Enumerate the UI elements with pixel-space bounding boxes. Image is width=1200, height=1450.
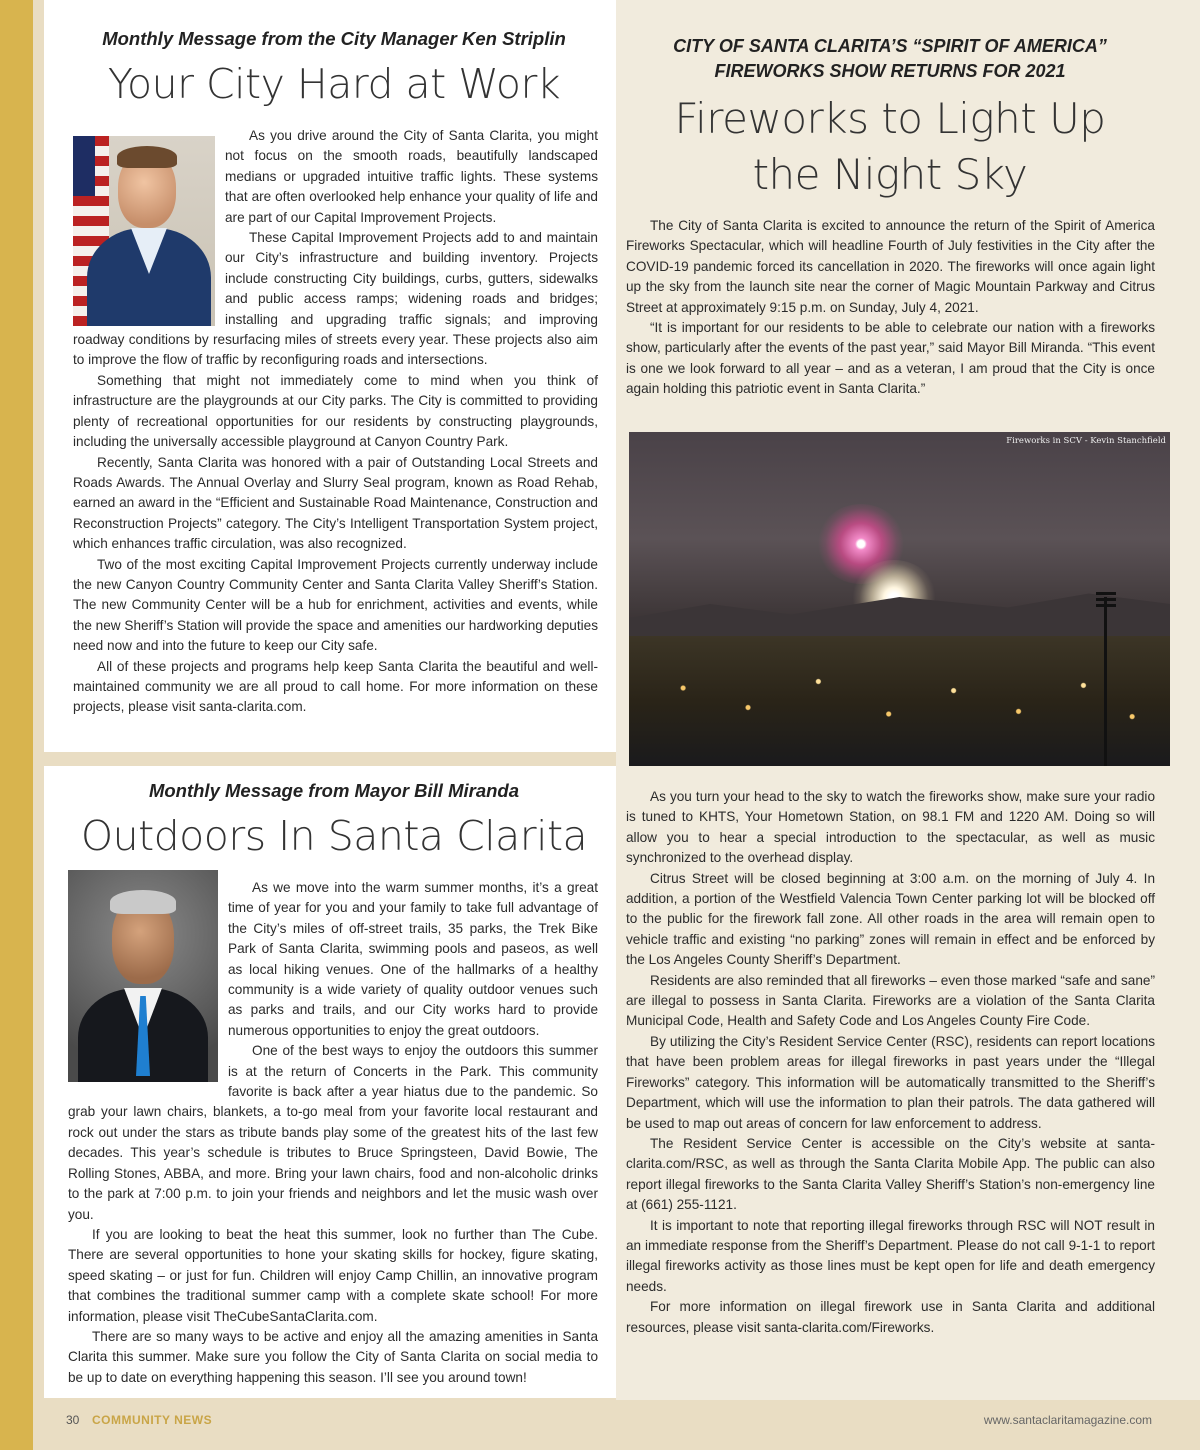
mayor-paragraph: If you are looking to beat the heat this summer, look no further than The Cube. There are several opportunities to hone your skating skills for hockey, figure skating, speed skating – or just for fun. Children will enjoy Camp Chillin, an innovative program that combines the traditional summer camp with a complete skate school! For more information, please visit TheCubeSantaClarita.com. [68,1226,598,1324]
fireworks-article-body [626,787,1155,1338]
mayor-kicker: Monthly Message from Mayor Bill Miranda [148,780,520,801]
manager-portrait [73,136,215,326]
fireworks-photo [629,432,1170,766]
mayor-paragraph: One of the best ways to enjoy the outdoors this summer is at the return of Concerts in the Park. This community favorite is back after a year hiatus due to the pandemic. So grab your lawn chairs, blankets, a to-go meal from your favorite local restaurant and rock out under the stars as tribute bands play some of the greatest hits of the last few decades. This year’s schedule is tributes to Bruce Springsteen, David Bowie, The Rolling Stones, ABBA, and more. Bring your lawn chairs, food and non-alcoholic drinks to the park at 7:00 p.m. to join your friends and neighbors and let the music wash over you. [68,1043,598,1222]
manager-paragraph: Two of the most exciting Capital Improvement Projects currently underway include the new Canyon Country Community Center and Santa Clarita Valley Sheriff’s Station. The new Community Center will be a hub for enrichment, activities and events, while the new Sheriff’s Station will provide the space and amenities our hardworking deputies need now and into the future to keep our City safe. [73,556,598,654]
stadium-light-pole [1104,597,1107,766]
fireworks-paragraph: “It is important for our residents to be able to celebrate our nation with a fireworks show, particularly after the events of the past year,” said Mayor Bill Miranda. “This event is one we look forward to all year – and as a veteran, I am proud that the City is once again holding this patriotic event in Santa Clarita.” [626,320,1155,397]
fireworks-paragraph: The Resident Service Center is accessible on the City’s website at santa-clarita.com/RSC, as well as through the Santa Clarita Mobile App. The public can also report illegal fireworks to the Santa Clarita Valley Sheriff’s Station’s non-emergency line at (661) 255-1121. [626,1135,1155,1213]
manager-paragraph: All of these projects and programs help keep Santa Clarita the beautiful and well-maintained community we are all proud to call home. For more information on these projects, please visit santa-clarita.com. [73,658,598,715]
mayor-article-body [68,878,598,1388]
magazine-url: www.santaclaritamagazine.com [983,1413,1152,1427]
fireworks-paragraph: As you turn your head to the sky to watch the fireworks show, make sure your radio is tuned to KHTS, Your Hometown Station, on 98.1 FM and 1220 AM. Doing so will allow you to hear a special introduction to the spectacular, as well as music synchronized to the overhead display. [626,789,1155,866]
fireworks-headline-line1: Fireworks to Light Up [674,94,1106,143]
fireworks-kicker-line2: FIREWORKS SHOW RETURNS FOR 2021 [714,61,1066,81]
manager-article-body [73,126,598,718]
manager-kicker: Monthly Message from the City Manager Ken Striplin [102,28,566,49]
section-name: COMMUNITY NEWS [92,1413,213,1427]
fireworks-paragraph: Citrus Street will be closed beginning at 3:00 a.m. on the morning of July 4. In addition, a portion of the Westfield Valencia Town Center parking lot will be blocked off to the public for the firework fall zone. All other roads in the area will remain open to vehicle traffic and existing “no parking” zones will remain in effect and be enforced by the Los Angeles County Sheriff’s Department. [626,870,1155,968]
fireworks-paragraph: The City of Santa Clarita is excited to announce the return of the Spirit of America Fireworks Spectacular, which will headline Fourth of July festivities in the City after the COVID-19 pandemic forced its cancellation in 2020. The fireworks will once again light up the sky from the launch site near the corner of Magic Mountain Parkway and Citrus Street at approximately 9:15 p.m. on Sunday, July 4, 2021. [626,218,1155,315]
fireworks-headline-line2: the Night Sky [752,150,1028,199]
city-lights [629,636,1170,766]
manager-paragraph: Recently, Santa Clarita was honored with a pair of Outstanding Local Streets and Roads Awards. The Annual Overlay and Slurry Seal program, known as Road Rehab, earned an award in the “Efficient and Sustainable Road Maintenance, Construction and Reconstruction Projects” category. The City’s Intelligent Transportation System project, which enhances traffic circulation, was also recognized. [73,454,598,552]
mayor-paragraph: As we move into the warm summer months, it’s a great time of year for you and your family to take full advantage of the City’s miles of off-street trails, 35 parks, the Trek Bike Park of Santa Clarita, swimming pools and paseos, as well as local hiking venues. One of the hallmarks of a healthy community is a wide variety of quality outdoor venues such as parks and trails, and our City works hard to provide numerous opportunities to enjoy the great outdoors. [228,880,598,1038]
mayor-portrait [68,870,218,1082]
fireworks-kicker-line1: CITY OF SANTA CLARITA’S “SPIRIT OF AMERICA” [673,36,1107,56]
gold-side-bar [0,0,33,1450]
fireworks-paragraph: For more information on illegal firework use in Santa Clarita and additional resources, please visit santa-clarita.com/Fireworks. [626,1299,1155,1335]
manager-paragraph: As you drive around the City of Santa Clarita, you might not focus on the smooth roads, beautifully landscaped medians or upgraded intuitive traffic lights. These systems that are often overlooked help enhance your quality of life and are part of our Capital Improvement Projects. [225,128,598,225]
manager-paragraph: These Capital Improvement Projects add to and maintain our City’s infrastructure and building inventory. Projects include constructing City buildings, curbs, gutters, sidewalks and public access ramps; widening roads and bridges; installing and upgrading traffic signals; and improving roadway conditions by resurfacing miles of streets every year. These projects also aim to improve the flow of traffic by reconfiguring roads and intersections. [73,230,598,368]
mayor-paragraph: There are so many ways to be active and enjoy all the amazing amenities in Santa Clarita this summer. Make sure you follow the City of Santa Clarita on social media to be up to date on everything happening this season. I’ll see you around town! [68,1328,598,1385]
manager-paragraph: Something that might not immediately come to mind when you think of infrastructure are the playgrounds at our City parks. The City is committed to providing plenty of recreational opportunities for our residents by constructing playgrounds, including the universally accessible playground at Canyon Country Park. [73,372,598,450]
fireworks-paragraph: By utilizing the City’s Resident Service Center (RSC), residents can report locations that have been problem areas for illegal fireworks in past years under the “Illegal Fireworks” category. This information will be automatically transmitted to the Sheriff’s Department, which will use the information to plan their patrols. The data gathered will be used to map out areas of concern for law enforcement to address. [626,1033,1155,1131]
mayor-headline: Outdoors In Santa Clarita [80,812,588,860]
fireworks-paragraph: Residents are also reminded that all fireworks – even those marked “safe and sane” are illegal to possess in Santa Clarita. Fireworks are a violation of the Santa Clarita Municipal Code, Health and Safety Code and Los Angeles County Fire Code. [626,972,1155,1029]
fireworks-intro-body [626,216,1155,400]
page-number: 30 [66,1413,80,1427]
photo-credit: Fireworks in SCV - Kevin Stanchfield [1006,436,1166,446]
manager-headline: Your City Hard at Work [107,60,561,108]
fireworks-paragraph: It is important to note that reporting illegal fireworks through RSC will NOT result in an immediate response from the Sheriff’s Department. Please do not call 9-1-1 to report illegal fireworks activity as those lines must be kept open for life and death emergency needs. [626,1217,1155,1294]
